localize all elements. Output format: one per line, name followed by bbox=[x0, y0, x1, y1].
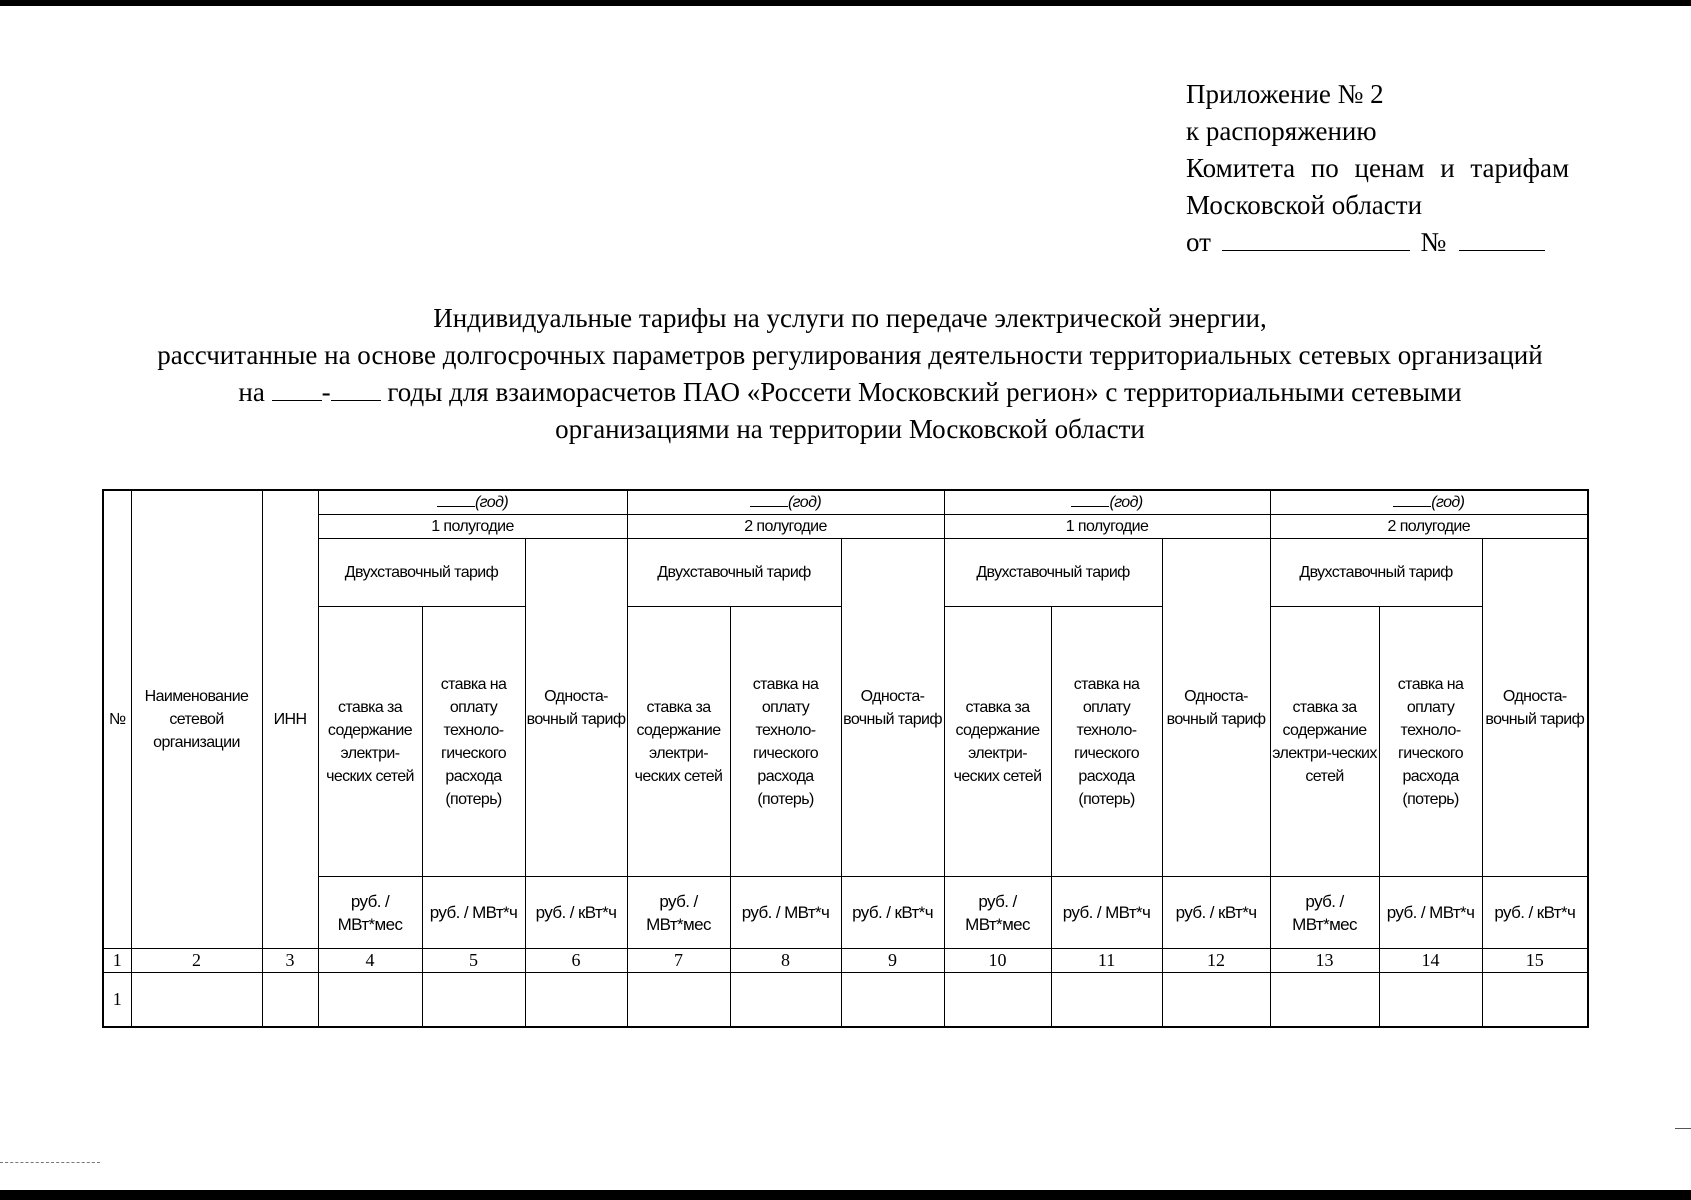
col-number-6: 6 bbox=[525, 949, 627, 973]
header-single-2: Односта-вочный тариф bbox=[841, 539, 944, 877]
title-line-3 bbox=[40, 374, 1660, 411]
header-row-tariff-type bbox=[103, 539, 1588, 607]
unit-loss-1: руб. / МВт*ч bbox=[422, 877, 525, 949]
header-two-part-2: Двухставочный тариф bbox=[627, 539, 841, 607]
row-value-11 bbox=[1051, 973, 1162, 1027]
title-line-4: организациями на территории Московской области bbox=[555, 414, 1145, 444]
header-single-3: Односта-вочный тариф bbox=[1162, 539, 1270, 877]
year-blank-4 bbox=[1393, 492, 1431, 507]
year-blank-2 bbox=[750, 492, 788, 507]
header-maint-2: ставка за содержание электри-ческих сетей bbox=[627, 607, 730, 877]
tariffs-table bbox=[102, 489, 1589, 1028]
title-line-2: рассчитанные на основе долгосрочных параметров регулирования деятельности территориальных сетевых организаций bbox=[157, 340, 1543, 370]
row-value-6 bbox=[525, 973, 627, 1027]
title-line-3-prefix: на bbox=[238, 377, 265, 407]
column-number-row bbox=[103, 949, 1588, 973]
header-loss-4: ставка на оплату техноло-гического расхода (потерь) bbox=[1379, 607, 1482, 877]
header-maint-3: ставка за содержание электри-ческих сетей bbox=[944, 607, 1051, 877]
title-line-1: Индивидуальные тарифы на услуги по передаче электрической энергии, bbox=[433, 303, 1267, 333]
header-year-1: (год) bbox=[318, 490, 627, 515]
col-number-13: 13 bbox=[1270, 949, 1379, 973]
col-number-12: 12 bbox=[1162, 949, 1270, 973]
row-value-8 bbox=[730, 973, 841, 1027]
unit-maint-1: руб. / МВт*мес bbox=[318, 877, 422, 949]
row-value-15 bbox=[1482, 973, 1588, 1027]
col-number-4: 4 bbox=[318, 949, 422, 973]
unit-maint-4: руб. / МВт*мес bbox=[1270, 877, 1379, 949]
col-number-14: 14 bbox=[1379, 949, 1482, 973]
appendix-line-3: Комитета по ценам и тарифам bbox=[1186, 153, 1570, 183]
col-number-7: 7 bbox=[627, 949, 730, 973]
row-inn bbox=[262, 973, 318, 1027]
header-single-4: Односта-вочный тариф bbox=[1482, 539, 1588, 877]
unit-single-3: руб. / кВт*ч bbox=[1162, 877, 1270, 949]
header-loss-3: ставка на оплату техноло-гического расхода (потерь) bbox=[1051, 607, 1162, 877]
date-blank bbox=[1222, 228, 1410, 251]
row-value-12 bbox=[1162, 973, 1270, 1027]
table-row bbox=[103, 973, 1588, 1027]
title-line-3-suffix: годы для взаиморасчетов ПАО «Россети Московский регион» с территориальными сетевыми bbox=[387, 377, 1462, 407]
row-value-14 bbox=[1379, 973, 1482, 1027]
unit-single-4: руб. / кВт*ч bbox=[1482, 877, 1588, 949]
document-title bbox=[40, 300, 1660, 448]
header-loss-2: ставка на оплату техноло-гического расхода (потерь) bbox=[730, 607, 841, 877]
col-number-15: 15 bbox=[1482, 949, 1588, 973]
unit-single-1: руб. / кВт*ч bbox=[525, 877, 627, 949]
row-value-10 bbox=[944, 973, 1051, 1027]
header-half-1a: 1 полугодие bbox=[318, 515, 627, 539]
row-no: 1 bbox=[103, 973, 131, 1027]
row-value-9 bbox=[841, 973, 944, 1027]
scan-mark-right bbox=[1675, 1128, 1691, 1129]
col-number-1: 1 bbox=[103, 949, 131, 973]
unit-maint-2: руб. / МВт*мес bbox=[627, 877, 730, 949]
col-number-10: 10 bbox=[944, 949, 1051, 973]
header-row-units bbox=[103, 877, 1588, 949]
header-row-half bbox=[103, 515, 1588, 539]
header-two-part-4: Двухставочный тариф bbox=[1270, 539, 1482, 607]
header-two-part-3: Двухставочный тариф bbox=[944, 539, 1162, 607]
row-name bbox=[131, 973, 262, 1027]
col-number-3: 3 bbox=[262, 949, 318, 973]
col-number-8: 8 bbox=[730, 949, 841, 973]
year-blank-1 bbox=[437, 492, 475, 507]
header-half-2a: 2 полугодие bbox=[627, 515, 944, 539]
unit-maint-3: руб. / МВт*мес bbox=[944, 877, 1051, 949]
appendix-line-2: к распоряжению bbox=[1186, 116, 1377, 146]
scan-mark bbox=[0, 1162, 100, 1163]
year-start-blank bbox=[272, 378, 322, 401]
col-number-2: 2 bbox=[131, 949, 262, 973]
unit-loss-3: руб. / МВт*ч bbox=[1051, 877, 1162, 949]
header-year-4: (год) bbox=[1270, 490, 1588, 515]
number-blank bbox=[1459, 228, 1545, 251]
row-value-5 bbox=[422, 973, 525, 1027]
header-two-part-1: Двухставочный тариф bbox=[318, 539, 525, 607]
header-name: Наименование сетевой организации bbox=[131, 490, 262, 949]
col-number-11: 11 bbox=[1051, 949, 1162, 973]
header-single-1: Односта-вочный тариф bbox=[525, 539, 627, 877]
header-loss-1: ставка на оплату техноло-гического расхода (потерь) bbox=[422, 607, 525, 877]
row-value-13 bbox=[1270, 973, 1379, 1027]
header-year-3: (год) bbox=[944, 490, 1270, 515]
unit-loss-4: руб. / МВт*ч bbox=[1379, 877, 1482, 949]
header-half-1b: 1 полугодие bbox=[944, 515, 1270, 539]
year-blank-3 bbox=[1071, 492, 1109, 507]
year-end-blank bbox=[331, 378, 381, 401]
row-value-4 bbox=[318, 973, 422, 1027]
number-label: № bbox=[1420, 227, 1447, 257]
appendix-date-number-line bbox=[1186, 224, 1586, 261]
scan-edge-top bbox=[0, 0, 1691, 6]
col-number-9: 9 bbox=[841, 949, 944, 973]
col-number-5: 5 bbox=[422, 949, 525, 973]
title-line-3-dash: - bbox=[321, 377, 331, 407]
header-year-2: (год) bbox=[627, 490, 944, 515]
header-maint-1: ставка за содержание электри-ческих сетей bbox=[318, 607, 422, 877]
header-maint-4: ставка за содержание электри-ческих сетей bbox=[1270, 607, 1379, 877]
unit-loss-2: руб. / МВт*ч bbox=[730, 877, 841, 949]
row-value-7 bbox=[627, 973, 730, 1027]
appendix-line-1: Приложение № 2 bbox=[1186, 79, 1384, 109]
header-inn: ИНН bbox=[262, 490, 318, 949]
header-row-year bbox=[103, 490, 1588, 515]
appendix-block bbox=[1186, 76, 1586, 261]
from-label: от bbox=[1186, 227, 1211, 257]
scan-edge-bottom bbox=[0, 1190, 1691, 1200]
unit-single-2: руб. / кВт*ч bbox=[841, 877, 944, 949]
header-half-2b: 2 полугодие bbox=[1270, 515, 1588, 539]
appendix-line-4: Московской области bbox=[1186, 190, 1423, 220]
header-no: № bbox=[103, 490, 131, 949]
